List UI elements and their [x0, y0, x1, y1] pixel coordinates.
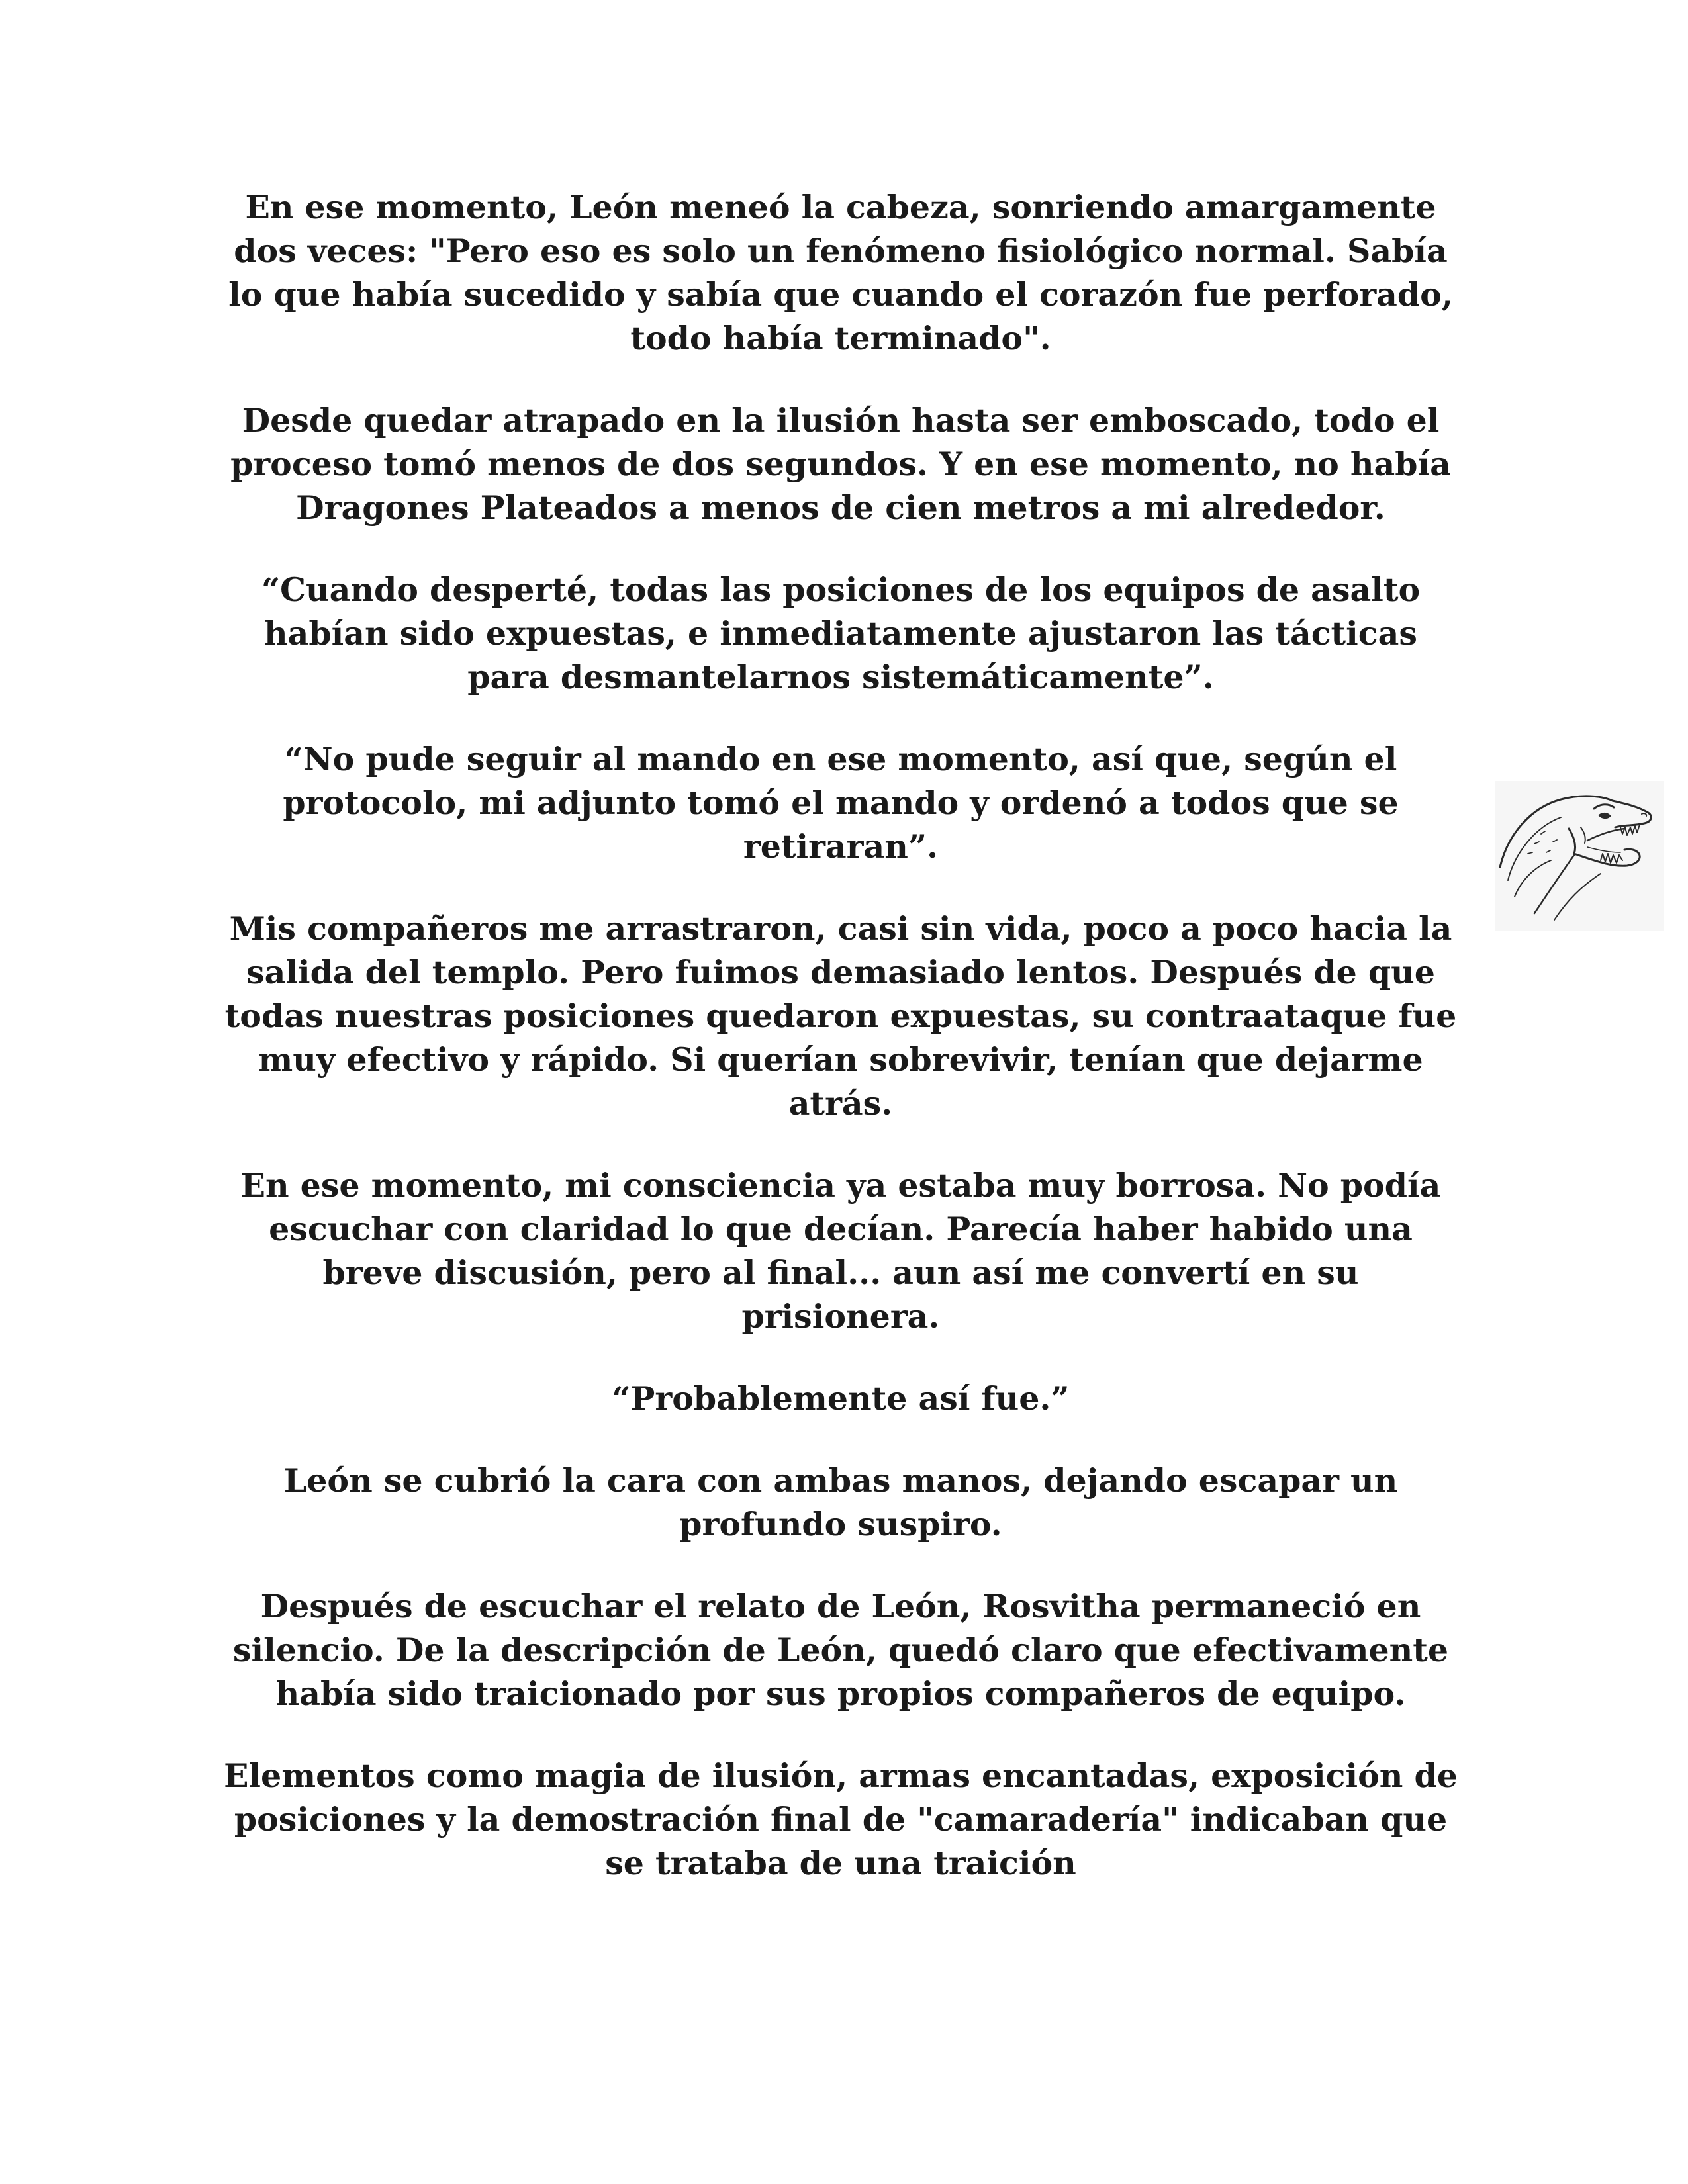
dragon-head-sketch-icon: [1495, 781, 1664, 931]
body-text: [218, 185, 1463, 1885]
paragraph-2: Desde quedar atrapado en la ilusión hasta ser emboscado, todo el proceso tomó menos de dos segundos. Y en ese momento, no había Dragones Plateados a menos de cien metros a mi alrededor.: [230, 401, 1451, 527]
paragraph-3: “Cuando desperté, todas las posiciones de los equipos de asalto habían sido expuestas, e inmediatamente ajustaron las tácticas para desmantelarnos sistemáticamente”.: [261, 570, 1421, 696]
paragraph-10: Elementos como magia de ilusión, armas encantadas, exposición de posiciones y la demostración final de "camaradería" indicaban que se trataba de una traición: [224, 1756, 1458, 1882]
paragraph-5: Mis compañeros me arrastraron, casi sin vida, poco a poco hacia la salida del templo. Pero fuimos demasiado lentos. Después de que todas nuestras posiciones quedaron expuestas, su contraataque fue muy efectivo y rápido. Si querían sobrevivir, tenían que dejarme atrás.: [224, 909, 1457, 1122]
paragraph-4: “No pude seguir al mando en ese momento, así que, según el protocolo, mi adjunto tomó el mando y ordenó a todos que se retiraran”.: [283, 740, 1399, 866]
paragraph-9: Después de escuchar el relato de León, Rosvitha permaneció en silencio. De la descripción de León, quedó claro que efectivamente había sido traicionado por sus propios compañeros de equipo.: [232, 1587, 1449, 1713]
paragraph-7: “Probablemente así fue.”: [612, 1379, 1070, 1418]
paragraph-8: León se cubrió la cara con ambas manos, dejando escapar un profundo suspiro.: [283, 1461, 1398, 1543]
paragraph-6: En ese momento, mi consciencia ya estaba muy borrosa. No podía escuchar con claridad lo que decían. Parecía haber habido una breve discusión, pero al final... aun así me convertí en su prisionera.: [240, 1166, 1441, 1336]
paragraph-1: En ese momento, León meneó la cabeza, sonriendo amargamente dos veces: "Pero eso es solo un fenómeno fisiológico normal. Sabía lo que había sucedido y sabía que cuando el corazón fue perforado, todo había terminado".: [228, 188, 1453, 357]
